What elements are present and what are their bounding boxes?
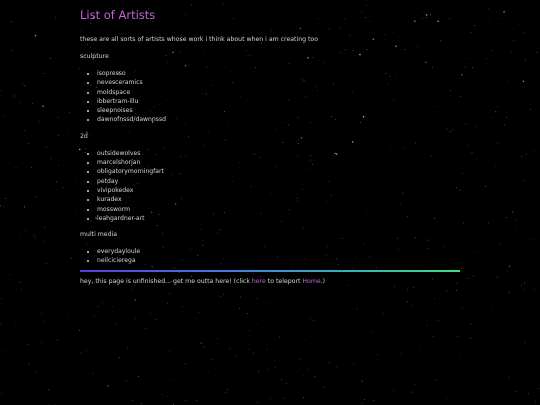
star: [31, 167, 32, 168]
star: [304, 329, 305, 330]
star: [503, 11, 505, 13]
star: [508, 81, 509, 82]
star: [1, 394, 2, 395]
star: [525, 342, 526, 343]
star: [162, 394, 163, 395]
star: [534, 150, 535, 151]
star: [198, 312, 199, 313]
star: [473, 276, 474, 277]
star: [201, 342, 203, 344]
list-item: • petday: [97, 177, 460, 186]
star: [24, 207, 25, 208]
footer-text-before: hey, this page is unfinished... get me outta here! (click: [80, 277, 252, 285]
star: [46, 147, 47, 148]
list-sculpture: [80, 69, 460, 125]
page-title: List of Artists: [80, 8, 156, 22]
star: [262, 286, 263, 287]
star: [509, 292, 510, 293]
star: [472, 153, 473, 154]
star: [300, 359, 301, 360]
star: [29, 364, 30, 365]
list-item: • everydayloule: [97, 247, 460, 256]
star: [435, 380, 436, 381]
star: [485, 186, 486, 187]
star: [507, 271, 508, 272]
star: [173, 404, 174, 405]
star: [249, 349, 250, 350]
star: [85, 342, 86, 343]
star: [354, 334, 355, 335]
list-item: • isopresso: [97, 69, 460, 78]
star: [523, 81, 525, 83]
star: [492, 306, 493, 307]
star: [465, 123, 466, 124]
star: [25, 176, 26, 177]
star: [48, 389, 49, 390]
list-item: • leahgardner-art: [97, 214, 460, 223]
star: [497, 107, 498, 108]
star: [138, 376, 139, 377]
star: [15, 322, 16, 323]
star: [196, 400, 197, 401]
list-item: • moldspace: [97, 88, 460, 97]
star: [373, 400, 374, 401]
star: [28, 143, 29, 144]
star: [20, 237, 21, 238]
star: [411, 392, 412, 393]
star: [256, 298, 257, 299]
star: [471, 33, 472, 34]
star: [377, 354, 378, 355]
star: [495, 166, 496, 167]
star: [32, 103, 33, 104]
star: [63, 187, 64, 188]
star: [467, 278, 468, 279]
star: [24, 130, 25, 131]
star: [522, 156, 523, 157]
star: [530, 109, 531, 110]
star: [413, 287, 414, 288]
star: [512, 211, 513, 212]
star: [232, 314, 233, 315]
star: [257, 402, 258, 403]
star: [79, 330, 80, 331]
star: [167, 303, 168, 304]
star: [94, 316, 95, 317]
star: [56, 182, 57, 183]
list-2d: [80, 149, 460, 223]
here-link[interactable]: here: [251, 277, 266, 285]
star: [427, 325, 428, 326]
star: [90, 344, 91, 345]
star: [0, 206, 1, 207]
star: [520, 24, 521, 25]
star: [141, 403, 142, 404]
star: [495, 111, 496, 112]
star: [477, 252, 478, 253]
list-item: • mossworm: [97, 205, 460, 214]
star: [471, 323, 472, 324]
star: [217, 338, 218, 339]
star: [275, 360, 276, 361]
star: [461, 74, 463, 76]
star: [239, 308, 240, 309]
star: [223, 294, 224, 295]
star: [35, 35, 37, 37]
star: [34, 235, 35, 236]
star: [267, 349, 268, 350]
star: [36, 197, 37, 198]
star: [500, 243, 501, 244]
star: [36, 372, 37, 373]
star: [119, 357, 120, 358]
star: [86, 351, 87, 352]
star: [23, 84, 24, 85]
star: [132, 400, 133, 401]
star: [36, 238, 37, 239]
star: [284, 398, 285, 399]
star: [310, 318, 311, 319]
star: [489, 21, 490, 22]
star: [521, 285, 522, 286]
star: [80, 354, 81, 355]
star: [253, 353, 254, 354]
star: [524, 283, 525, 284]
star: [281, 379, 282, 380]
star: [446, 398, 447, 399]
star: [524, 33, 525, 34]
section-title-multi-media: multi media: [80, 231, 118, 239]
star: [132, 289, 133, 290]
star: [515, 220, 516, 221]
star: [364, 399, 365, 400]
star: [270, 398, 271, 399]
star: [528, 393, 529, 394]
star: [235, 356, 236, 357]
star: [5, 115, 6, 116]
star: [41, 313, 42, 314]
star: [44, 320, 45, 321]
star: [438, 320, 439, 321]
star: [169, 293, 170, 294]
star: [511, 52, 512, 53]
star: [221, 296, 222, 297]
star: [135, 299, 137, 301]
star: [413, 305, 414, 306]
star: [44, 227, 45, 228]
star: [462, 268, 463, 269]
star: [488, 8, 489, 9]
star: [488, 223, 489, 224]
main-content: [80, 0, 460, 286]
star: [514, 40, 515, 41]
star: [41, 342, 42, 343]
star: [21, 289, 22, 290]
star: [169, 351, 170, 352]
star: [204, 347, 205, 348]
star: [539, 388, 540, 389]
star: [58, 165, 59, 166]
star: [470, 338, 471, 339]
star: [486, 58, 487, 59]
star: [185, 400, 186, 401]
list-item: • nevesceramics: [97, 78, 460, 87]
star: [303, 375, 304, 376]
star: [420, 349, 421, 350]
star: [315, 376, 316, 377]
star: [211, 359, 212, 360]
star: [497, 277, 498, 278]
star: [353, 364, 354, 365]
star: [150, 313, 151, 314]
star: [474, 25, 475, 26]
intro-text: these are all sorts of artists whose work i think about when i am creating too: [80, 36, 319, 43]
star: [208, 372, 209, 373]
star: [4, 206, 5, 207]
star: [96, 333, 97, 334]
star: [393, 390, 394, 391]
star: [167, 396, 168, 397]
star: [305, 340, 306, 341]
star: [55, 17, 56, 18]
list-item: • marcelshorjan: [97, 158, 460, 167]
star: [43, 73, 44, 74]
star: [107, 385, 109, 387]
star: [324, 387, 325, 388]
star: [534, 289, 535, 290]
star: [524, 181, 525, 182]
star: [361, 380, 362, 381]
star: [329, 362, 330, 363]
star: [456, 290, 457, 291]
star: [509, 377, 510, 378]
list-item: • kuradex: [97, 195, 460, 204]
star: [516, 391, 517, 392]
star: [476, 127, 477, 128]
star: [5, 350, 6, 351]
star: [463, 223, 464, 224]
star: [394, 287, 395, 288]
star: [229, 349, 230, 350]
star: [42, 105, 44, 107]
list-item: • sleepnoises: [97, 106, 460, 115]
star: [526, 154, 527, 155]
star: [135, 318, 136, 319]
star: [414, 384, 415, 385]
star: [71, 258, 72, 259]
star: [515, 226, 516, 227]
star: [492, 117, 493, 118]
star: [462, 173, 463, 174]
star: [22, 377, 23, 378]
star: [468, 145, 469, 146]
star: [357, 309, 358, 310]
star: [336, 367, 337, 368]
star: [11, 21, 12, 22]
star: [247, 313, 248, 314]
star: [401, 354, 402, 355]
footer-text-middle: to teleport: [265, 277, 303, 285]
star: [81, 352, 82, 353]
star: [472, 67, 473, 68]
star: [373, 331, 374, 332]
star: [170, 380, 171, 381]
star: [116, 324, 117, 325]
star: [76, 181, 77, 182]
star: [68, 132, 69, 133]
star: [504, 125, 505, 126]
star: [313, 320, 314, 321]
star: [9, 274, 10, 275]
star: [407, 301, 408, 302]
star: [58, 135, 59, 136]
star: [286, 384, 287, 385]
star: [28, 344, 29, 345]
footer-text: [80, 278, 460, 286]
list-item: • vivipokedex: [97, 186, 460, 195]
star: [196, 318, 197, 319]
star: [68, 314, 69, 315]
star: [513, 212, 514, 213]
star: [20, 282, 21, 283]
star: [46, 263, 47, 264]
star: [50, 58, 51, 59]
star: [535, 401, 536, 402]
star: [39, 121, 40, 122]
star: [476, 160, 477, 161]
star: [126, 380, 127, 381]
star: [14, 96, 15, 97]
star: [308, 369, 309, 370]
star: [462, 308, 463, 309]
star: [145, 328, 146, 329]
star: [460, 96, 461, 97]
star: [57, 340, 58, 341]
star: [530, 239, 531, 240]
star: [465, 67, 466, 68]
star: [303, 397, 304, 398]
star: [491, 50, 492, 51]
list-item: • ibbertram-illu: [97, 97, 460, 106]
list-item: • obligatorymorningfart: [97, 167, 460, 176]
star: [156, 319, 157, 320]
star: [44, 241, 45, 242]
star: [98, 306, 99, 307]
star: [362, 403, 363, 404]
star: [269, 383, 270, 384]
star: [266, 302, 267, 303]
star: [469, 58, 470, 59]
star: [185, 363, 186, 364]
star: [460, 353, 461, 354]
star: [446, 291, 447, 292]
star: [76, 214, 77, 215]
star: [182, 306, 183, 307]
list-item: • dawnofnssd/dawnnssd: [97, 115, 460, 124]
list-multi-media: [80, 247, 460, 266]
star: [506, 117, 507, 118]
star: [19, 102, 20, 103]
star: [258, 371, 259, 372]
star: [93, 374, 94, 375]
star: [362, 381, 363, 382]
footer-text-after: .): [320, 277, 326, 285]
star: [257, 323, 258, 324]
star: [537, 52, 538, 53]
star: [457, 336, 458, 337]
star: [497, 143, 498, 144]
home-link[interactable]: Home: [302, 277, 321, 285]
list-item: • outsidewolves: [97, 149, 460, 158]
gradient-divider: [80, 270, 460, 272]
star: [523, 289, 524, 290]
star: [267, 369, 268, 370]
star: [0, 90, 1, 91]
section-title-sculpture: sculpture: [80, 53, 109, 60]
star: [227, 389, 228, 390]
star: [407, 289, 408, 290]
star: [240, 297, 241, 298]
list-item: • neilcicierega: [97, 256, 460, 265]
star: [24, 85, 25, 86]
star: [24, 206, 25, 207]
star: [25, 230, 26, 231]
star: [249, 330, 250, 331]
star: [51, 158, 52, 159]
star: [69, 112, 70, 113]
star: [275, 367, 276, 368]
star: [525, 60, 526, 61]
star: [279, 337, 280, 338]
star: [5, 198, 6, 199]
star: [225, 392, 226, 393]
star: [2, 298, 3, 299]
star: [127, 348, 128, 349]
star: [509, 265, 511, 267]
star: [12, 50, 13, 51]
star: [433, 336, 434, 337]
star: [58, 117, 59, 118]
section-title-2d: 2d: [80, 132, 88, 140]
star: [502, 18, 503, 19]
star: [506, 217, 507, 218]
star: [383, 313, 384, 314]
star: [102, 302, 103, 303]
star: [434, 298, 435, 299]
star: [16, 167, 17, 168]
star: [112, 306, 113, 307]
